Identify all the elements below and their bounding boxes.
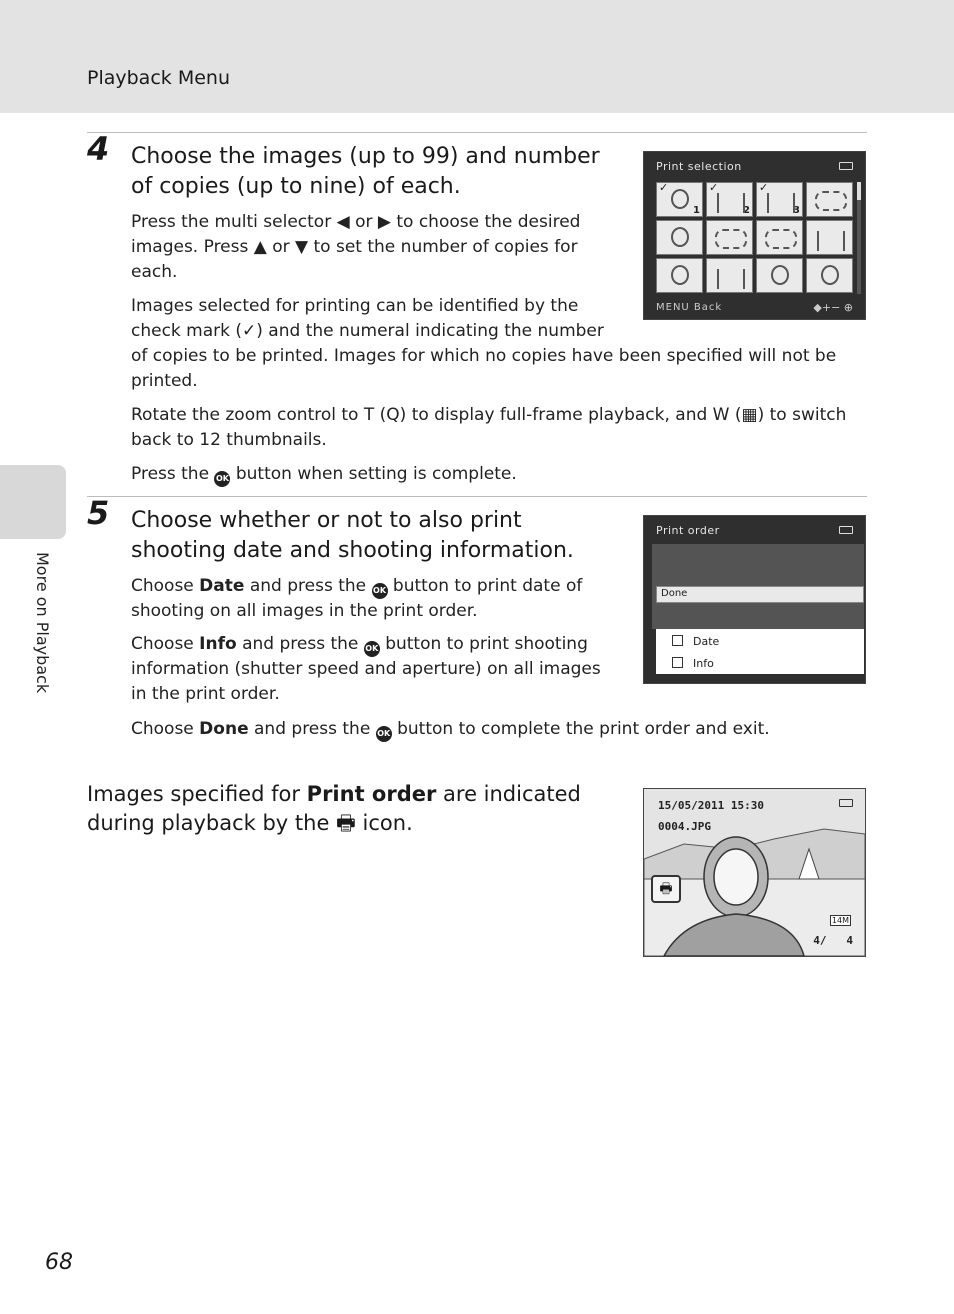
step-heading: Choose the images (up to 99) and number of copies (up to nine) of each.: [131, 144, 600, 199]
thumbnail[interactable]: [706, 182, 753, 217]
chapter-label: More on Playback: [33, 552, 52, 694]
text-run: button to complete the print order and exit.: [397, 719, 770, 739]
keyword: Info: [199, 634, 237, 654]
step-text: [131, 632, 616, 707]
thumbnail[interactable]: [756, 258, 803, 293]
datetime-readout: 15/05/2011 15:30: [658, 799, 764, 812]
thumbnail[interactable]: [806, 258, 853, 293]
thumbnail[interactable]: [806, 182, 853, 217]
ok-button-icon: OK: [376, 726, 392, 742]
step-text: Images selected for printing can be identified by the check mark (✓) and the numeral indicating the number: [131, 296, 604, 341]
text-run: and press the: [254, 719, 371, 739]
page-header: [0, 0, 954, 113]
step-text: of copies to be printed. Images for which no copies have been specified will not be printed.: [131, 346, 837, 391]
print-order-screen: [643, 515, 866, 684]
info-label: Info: [693, 657, 714, 670]
landscape-photo: [644, 789, 865, 956]
step-number: 4: [87, 130, 110, 168]
thumbnail[interactable]: [706, 258, 753, 293]
step-text: Rotate the zoom control to T (Q) to display full-frame playback, and W (▦) to switch back to 12 thumbnails.: [131, 405, 847, 450]
section-title: Playback Menu: [87, 67, 230, 89]
battery-icon: [839, 799, 853, 807]
battery-icon: [839, 526, 853, 534]
ok-button-icon: OK: [372, 583, 388, 599]
chapter-tab: [0, 465, 66, 539]
image-size-icon: 14M: [831, 916, 849, 925]
step-text: [131, 462, 861, 487]
thumbnail[interactable]: [706, 220, 753, 255]
thumbnail[interactable]: [656, 220, 703, 255]
thumbnail[interactable]: [806, 220, 853, 255]
screen-title: Print selection: [656, 160, 742, 173]
frame-counter: 4/ 4: [813, 934, 853, 947]
text-run: button to print date of shooting on all images in the print order.: [131, 576, 583, 621]
done-label: Done: [661, 588, 688, 599]
info-option[interactable]: [672, 657, 866, 670]
check-mark-icon: ✓: [709, 181, 719, 194]
copy-count: 1: [693, 205, 700, 216]
divider: [87, 496, 867, 497]
step-heading: Choose whether or not to also print shooting date and shooting information.: [131, 508, 574, 563]
filename-readout: 0004.JPG: [658, 820, 711, 833]
divider: [87, 132, 867, 133]
playback-screen: [643, 788, 866, 957]
back-hint: MENU Back: [656, 302, 723, 313]
done-option[interactable]: [656, 586, 864, 603]
ok-button-icon: OK: [214, 471, 230, 487]
check-mark-icon: ✓: [759, 181, 769, 194]
step-text: [131, 717, 871, 742]
text-run: Press the: [131, 464, 210, 484]
thumbnail[interactable]: [656, 182, 703, 217]
copies-hint: ◆+− ⊕: [813, 301, 853, 314]
ok-button-icon: OK: [364, 641, 380, 657]
date-label: Date: [693, 635, 720, 648]
checkbox-icon: [672, 657, 683, 668]
text-run: and press the: [249, 576, 367, 596]
copy-count: 3: [793, 205, 800, 216]
text-run: and press the: [242, 634, 359, 654]
face: [714, 849, 758, 905]
step-number: 5: [87, 494, 110, 532]
text-run: button when setting is complete.: [235, 464, 517, 484]
copy-count: 2: [743, 205, 750, 216]
text-run: Images specified for: [87, 782, 300, 806]
text-run: Choose: [131, 634, 194, 654]
date-option[interactable]: [672, 635, 866, 648]
keyword: Date: [199, 576, 245, 596]
battery-icon: [839, 162, 853, 170]
text-run: Choose: [131, 576, 194, 596]
options-panel: [656, 629, 864, 674]
text-run: Choose: [131, 719, 194, 739]
text-run: button to print shooting information (shutter speed and aperture) on all images in the print order.: [131, 634, 601, 704]
check-mark-icon: ✓: [659, 181, 669, 194]
print-order-note: [87, 780, 617, 838]
print-order-icon: 🖶: [651, 875, 681, 903]
thumbnail[interactable]: [756, 220, 803, 255]
text-run: are indicated during playback by the 🖶 icon.: [87, 782, 581, 835]
print-selection-screen: [643, 151, 866, 320]
thumbnail[interactable]: [756, 182, 803, 217]
keyword: Print order: [306, 782, 437, 806]
thumbnail[interactable]: [656, 258, 703, 293]
step-text: [131, 574, 611, 624]
screen-title: Print order: [656, 524, 720, 537]
page-number: 68: [45, 1250, 73, 1275]
step-text: Press the multi selector ◀ or ▶ to choose the desired images. Press ▲ or ▼ to set the number of copies for each.: [131, 212, 581, 282]
checkbox-icon: [672, 635, 683, 646]
scrollbar-thumb: [857, 182, 861, 200]
keyword: Done: [199, 719, 249, 739]
